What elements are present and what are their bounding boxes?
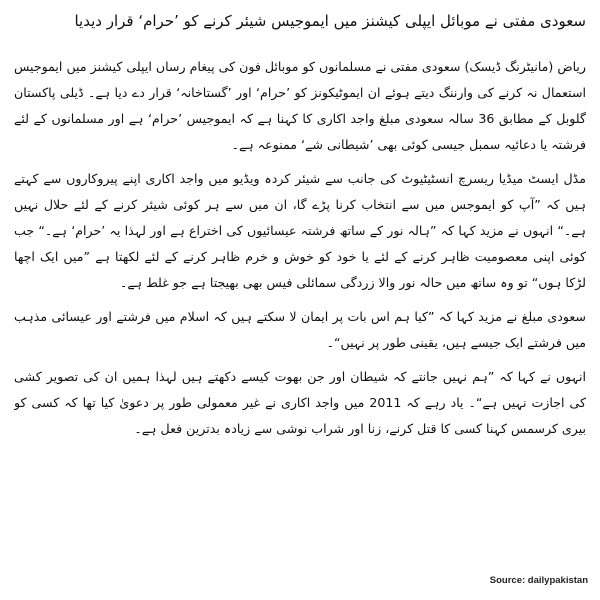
article-paragraph-2: مڈل ایسٹ میڈیا ریسرچ انسٹیٹیوٹ کی جانب سے شیئر کردہ ویڈیو میں واجد اکاری اپنے پیروکاروں سے کہتے ہیں کہ ”آپ کو ایموجس میں سے انتخاب کرنا پڑے گا، ان میں سے ہر کوئی شیئر کرنے کے لئے حلال نہیں ہے۔“ انہوں نے مزید کہا کہ ”ہالہ نور کے ساتھ فرشتہ عیسائیوں کی اختراع ہے اور لہذا یہ ’حرام‘ ہے۔“ جب کوئی اپنی معصومیت ظاہر کرنے کے لئے یا خود کو خوش و خرم ظاہر کرنے کے لئے لکھتا ہے ”میں ایک اچھا لڑکا ہوں“ تو وہ ساتھ میں حالہ نور والا زردگی سمائلی فیس بھی بھیجتا ہے جو غلط ہے۔ <box>14 171 586 290</box>
article-headline: سعودی مفتی نے موبائل ایپلی کیشنز میں ایموجیس شیئر کرنے کو ’حرام‘ قرار دیدیا <box>74 12 586 30</box>
article-paragraph-3: سعودی مبلغ نے مزید کہا کہ ”کیا ہم اس بات پر ایمان لا سکتے ہیں کہ اسلام میں فرشتے اور عیسائی مذہب میں فرشتے ایک جیسے ہیں، یقینی طور پر نہیں“۔ <box>14 309 586 350</box>
source-credit: Source: dailypakistan <box>489 575 588 586</box>
article-paragraph-4: انہوں نے کہا کہ ”ہم نہیں جانتے کہ شیطان اور جن بھوت کیسے دکھتے ہیں لہذا ہمیں ان کی تصویر کشی کی اجازت نہیں ہے“۔ یاد رہے کہ 2011 میں واجد اکاری نے غیر معمولی طور پر دعویٰ کیا تھا کہ کسی کو بیری کرسمس کہنا کسی کا قتل کرنے، زنا اور شراب نوشی سے زیادہ بدترین فعل ہے۔ <box>14 369 586 436</box>
news-article <box>14 6 586 566</box>
article-paragraph-1: ریاض (مانیٹرنگ ڈیسک) سعودی مفتی نے مسلمانوں کو موبائل فون کی پیغام رساں ایپلی کیشنز میں ایموجیس استعمال نہ کرنے کی وارننگ دیتے ہوئے ان ایموٹیکونز کو ’حرام‘ اور ’گستاخانہ‘ قرار دے دیا ہے۔ ڈیلی پاکستان گلوبل کے مطابق 36 سالہ سعودی مبلغ واجد اکاری کا کہنا ہے کہ ایموجیس ’حرام‘ ہے اور مسلمانوں کے لئے فرشتہ یا دعائیہ سمبل جیسی کوئی بھی ’شیطانی شے‘ ممنوعہ ہے۔ <box>14 59 586 152</box>
